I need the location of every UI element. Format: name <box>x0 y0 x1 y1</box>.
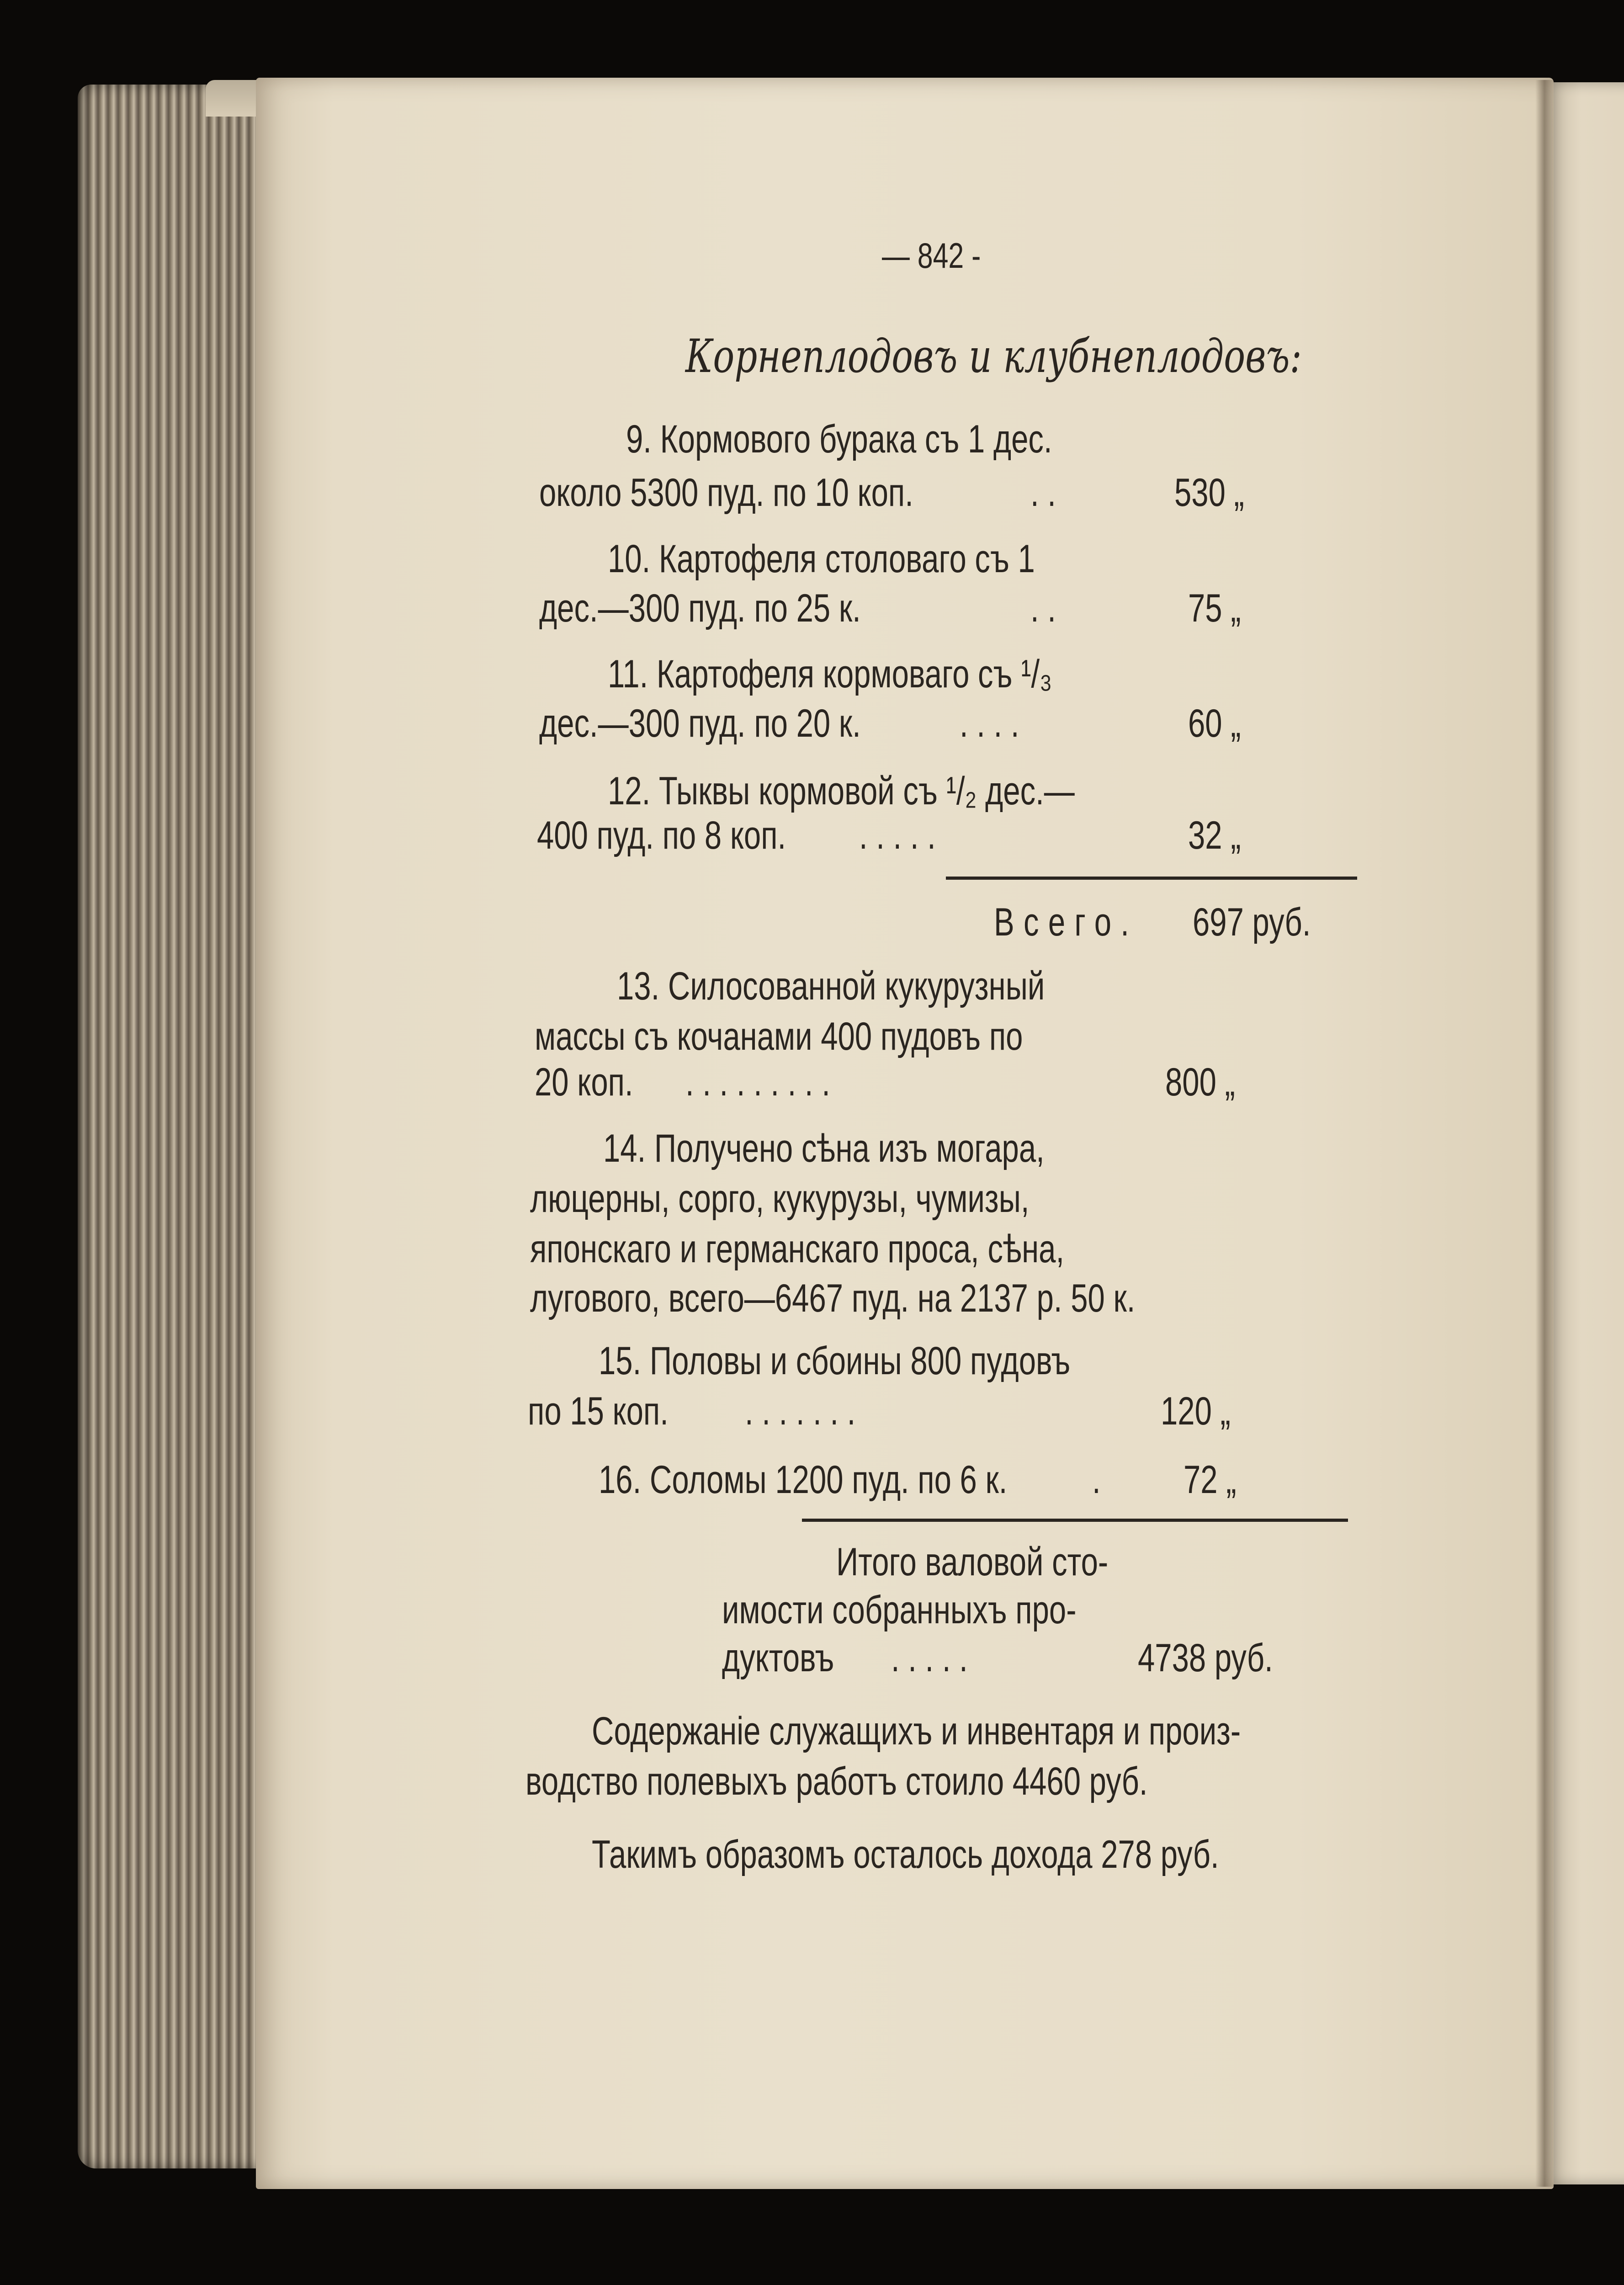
adjacent-page <box>1544 82 1624 2184</box>
item-11-line-1: 11. Картофеля кормоваго съ ¹/₃ <box>608 652 1052 696</box>
total-value: 4738 руб. <box>1138 1636 1273 1680</box>
item-15-value: 120 „ <box>1161 1389 1231 1433</box>
conclusion-line: Такимъ образомъ осталось дохода 278 руб. <box>592 1833 1219 1876</box>
item-14-line-3: японскаго и германскаго проса, сѣна, <box>530 1227 1065 1271</box>
item-15-line-1: 15. Половы и сбоины 800 пудовъ <box>599 1339 1071 1383</box>
item-9-line-1: 9. Кормового бурака съ 1 дес. <box>626 417 1052 461</box>
subtotal-rule <box>946 877 1357 880</box>
item-13-line-3: 20 коп. <box>535 1060 633 1104</box>
item-15-leaders: . . . . . . . <box>745 1389 856 1433</box>
expenses-line-1: Содержаніе служащихъ и инвентаря и произ- <box>592 1709 1241 1753</box>
item-11-line-2: дес.—300 пуд. по 20 к. <box>539 701 861 745</box>
item-11-value: 60 „ <box>1188 701 1241 745</box>
total-leaders: . . . . . <box>891 1636 968 1680</box>
item-9-value: 530 „ <box>1174 471 1244 515</box>
item-10-value: 75 „ <box>1188 586 1241 630</box>
book-gutter <box>1535 80 1554 2187</box>
item-12-leaders: . . . . . <box>859 813 936 857</box>
item-10-line-1: 10. Картофеля столоваго съ 1 <box>608 537 1035 581</box>
subtotal-label: Всего. <box>994 900 1139 944</box>
item-12-line-1: 12. Тыквы кормовой съ ¹/₂ дес.— <box>608 769 1075 813</box>
total-line-2: имости собранныхъ про- <box>722 1588 1077 1632</box>
item-13-value: 800 „ <box>1165 1060 1235 1104</box>
total-rule <box>802 1519 1348 1522</box>
item-13-line-1: 13. Силосованной кукурузный <box>617 964 1045 1008</box>
item-14-line-2: люцерны, сорго, кукурузы, чумизы, <box>530 1177 1030 1221</box>
section-heading: Корнеплодовъ и клубнеплодовъ: <box>685 329 1302 383</box>
subtotal-value: 697 руб. <box>1193 900 1311 944</box>
item-9-line-2: около 5300 пуд. по 10 коп. <box>539 471 913 515</box>
total-line-3: дуктовъ <box>722 1636 834 1680</box>
item-10-leaders: . . <box>1030 586 1056 630</box>
item-16-line: 16. Соломы 1200 пуд. по 6 к. <box>599 1458 1008 1502</box>
item-16-leaders: . <box>1092 1458 1101 1502</box>
item-11-leaders: . . . . <box>960 701 1019 745</box>
page-number: — 842 - <box>882 235 981 276</box>
item-16-value: 72 „ <box>1184 1458 1237 1502</box>
total-line-1: Итого валовой сто- <box>836 1540 1109 1584</box>
item-14-line-4: лугового, всего—6467 пуд. на 2137 р. 50 к. <box>530 1276 1136 1320</box>
item-12-line-2: 400 пуд. по 8 коп. <box>537 813 786 857</box>
item-12-value: 32 „ <box>1188 813 1241 857</box>
item-14-line-1: 14. Получено сѣна изъ могара, <box>603 1127 1045 1170</box>
expenses-line-2: водство полевыхъ работъ стоило 4460 руб. <box>525 1759 1148 1803</box>
item-13-line-2: массы съ кочанами 400 пудовъ по <box>535 1015 1023 1058</box>
item-15-line-2: по 15 коп. <box>528 1389 669 1433</box>
item-9-leaders: . . <box>1030 471 1056 515</box>
item-13-leaders: . . . . . . . . . <box>685 1060 830 1104</box>
item-10-line-2: дес.—300 пуд. по 25 к. <box>539 586 861 630</box>
